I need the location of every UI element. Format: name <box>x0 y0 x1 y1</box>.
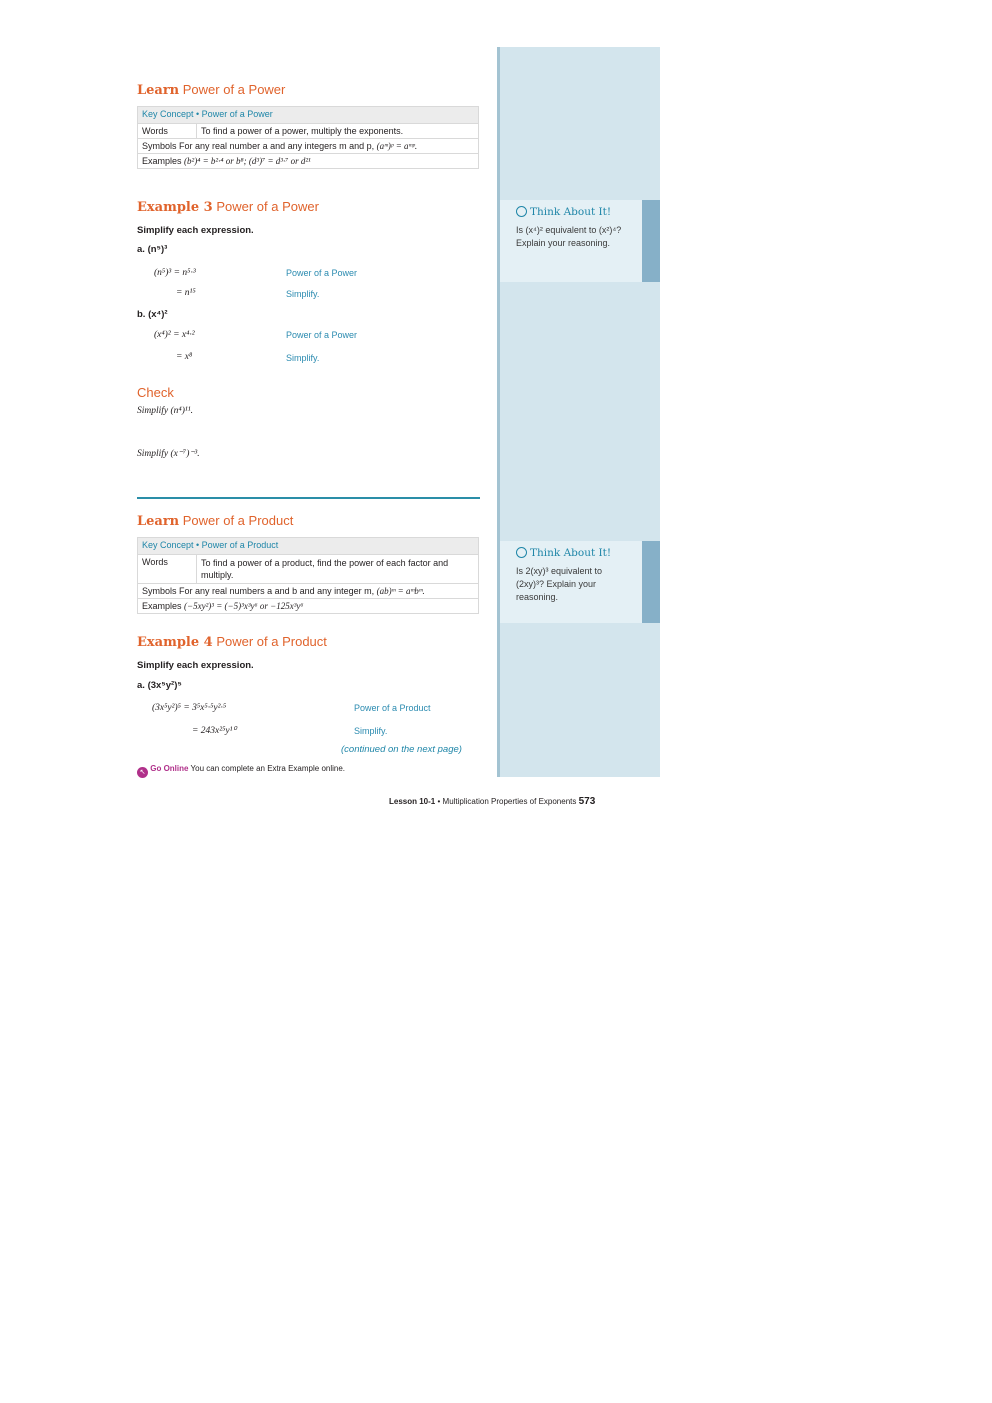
step: = 243x²⁵y¹⁰ <box>192 726 237 736</box>
check-question-1[interactable]: Simplify (n⁴)¹¹. <box>137 406 193 416</box>
lesson-title: Multiplication Properties of Exponents <box>442 797 577 806</box>
step: = n¹⁵ <box>176 288 196 298</box>
step: (n⁵)³ = n⁵·³ <box>154 268 196 278</box>
key-concept-power-of-power <box>137 106 479 169</box>
lightbulb-icon <box>516 547 527 558</box>
page-number: 573 <box>578 796 596 807</box>
think-about-it-text: Is (x⁴)² equivalent to (x²)⁴? Explain your reasoning. <box>516 225 622 248</box>
think-about-it-box-2 <box>497 541 660 623</box>
step: (3x⁵y²)⁵ = 3⁵x⁵·⁵y²·⁵ <box>152 703 227 713</box>
lightbulb-icon <box>516 206 527 217</box>
go-online[interactable] <box>137 764 345 778</box>
go-online-text: You can complete an Extra Example online. <box>190 764 346 773</box>
examples-row: Examples (b²)⁴ = b²·⁴ or b⁸; (d³)⁷ = d³·⁷ or d²¹ <box>138 153 478 168</box>
think-about-it-text: Is 2(xy)³ equivalent to (2xy)³? Explain your reasoning. <box>516 566 603 602</box>
key-concept-header: Key Concept • Power of a Product <box>138 538 478 554</box>
part-a-label: a. (n⁵)³ <box>137 244 168 255</box>
symbols-row: Symbols For any real number a and any integers m and p, (aᵐ)ᵖ = aᵐᵖ. <box>138 138 478 153</box>
check-heading: Check <box>137 385 174 400</box>
examples-row: Examples (−5xy²)³ = (−5)³x³y⁶ or −125x³y⁶ <box>138 598 478 613</box>
example-4-heading: Example 4 Power of a Product <box>137 634 327 650</box>
sidebar <box>497 47 660 777</box>
continued-note: (continued on the next page) <box>341 744 462 755</box>
learn-heading-power-of-power: Learn Power of a Power <box>137 82 286 98</box>
go-online-label[interactable]: Go Online <box>150 764 189 773</box>
example-3-heading: Example 3 Power of a Power <box>137 199 319 215</box>
symbols-row: Symbols For any real numbers a and b and any integer m, (ab)ᵐ = aᵐbᵐ. <box>138 583 478 598</box>
part-b-label: b. (x⁴)² <box>137 309 168 320</box>
think-about-it-title: Think About It! <box>516 206 611 218</box>
step-reason: Simplify. <box>286 353 320 363</box>
step-reason: Power of a Power <box>286 268 358 278</box>
step: = x⁸ <box>176 352 193 362</box>
footer: Lesson 10-1 • Multiplication Properties of Exponents 573 <box>389 796 596 807</box>
think-about-it-box-1 <box>497 200 660 282</box>
words-row: Words To find a power of a power, multiply the exponents. <box>138 123 478 138</box>
step: (x⁴)² = x⁴·² <box>154 330 195 340</box>
think-about-it-title: Think About It! <box>516 547 611 559</box>
part-a-label: a. (3x⁵y²)⁵ <box>137 680 182 691</box>
step-reason: Simplify. <box>286 289 320 299</box>
step-reason: Simplify. <box>354 726 388 736</box>
section-divider <box>137 497 480 499</box>
key-concept-header: Key Concept • Power of a Power <box>138 107 478 123</box>
cursor-icon: ↖ <box>137 767 148 778</box>
lesson-number: Lesson 10-1 <box>389 797 436 806</box>
words-row: Words To find a power of a product, find the power of each factor and multiply. <box>138 554 478 583</box>
learn-heading-power-of-product: Learn Power of a Product <box>137 513 294 529</box>
instruction: Simplify each expression. <box>137 660 254 671</box>
accent-strip <box>642 200 660 282</box>
instruction: Simplify each expression. <box>137 225 254 236</box>
accent-strip <box>642 541 660 623</box>
step-reason: Power of a Power <box>286 330 358 340</box>
step-reason: Power of a Product <box>354 703 431 713</box>
check-question-2[interactable]: Simplify (x⁻⁷)⁻³. <box>137 449 200 459</box>
key-concept-power-of-product <box>137 537 479 614</box>
